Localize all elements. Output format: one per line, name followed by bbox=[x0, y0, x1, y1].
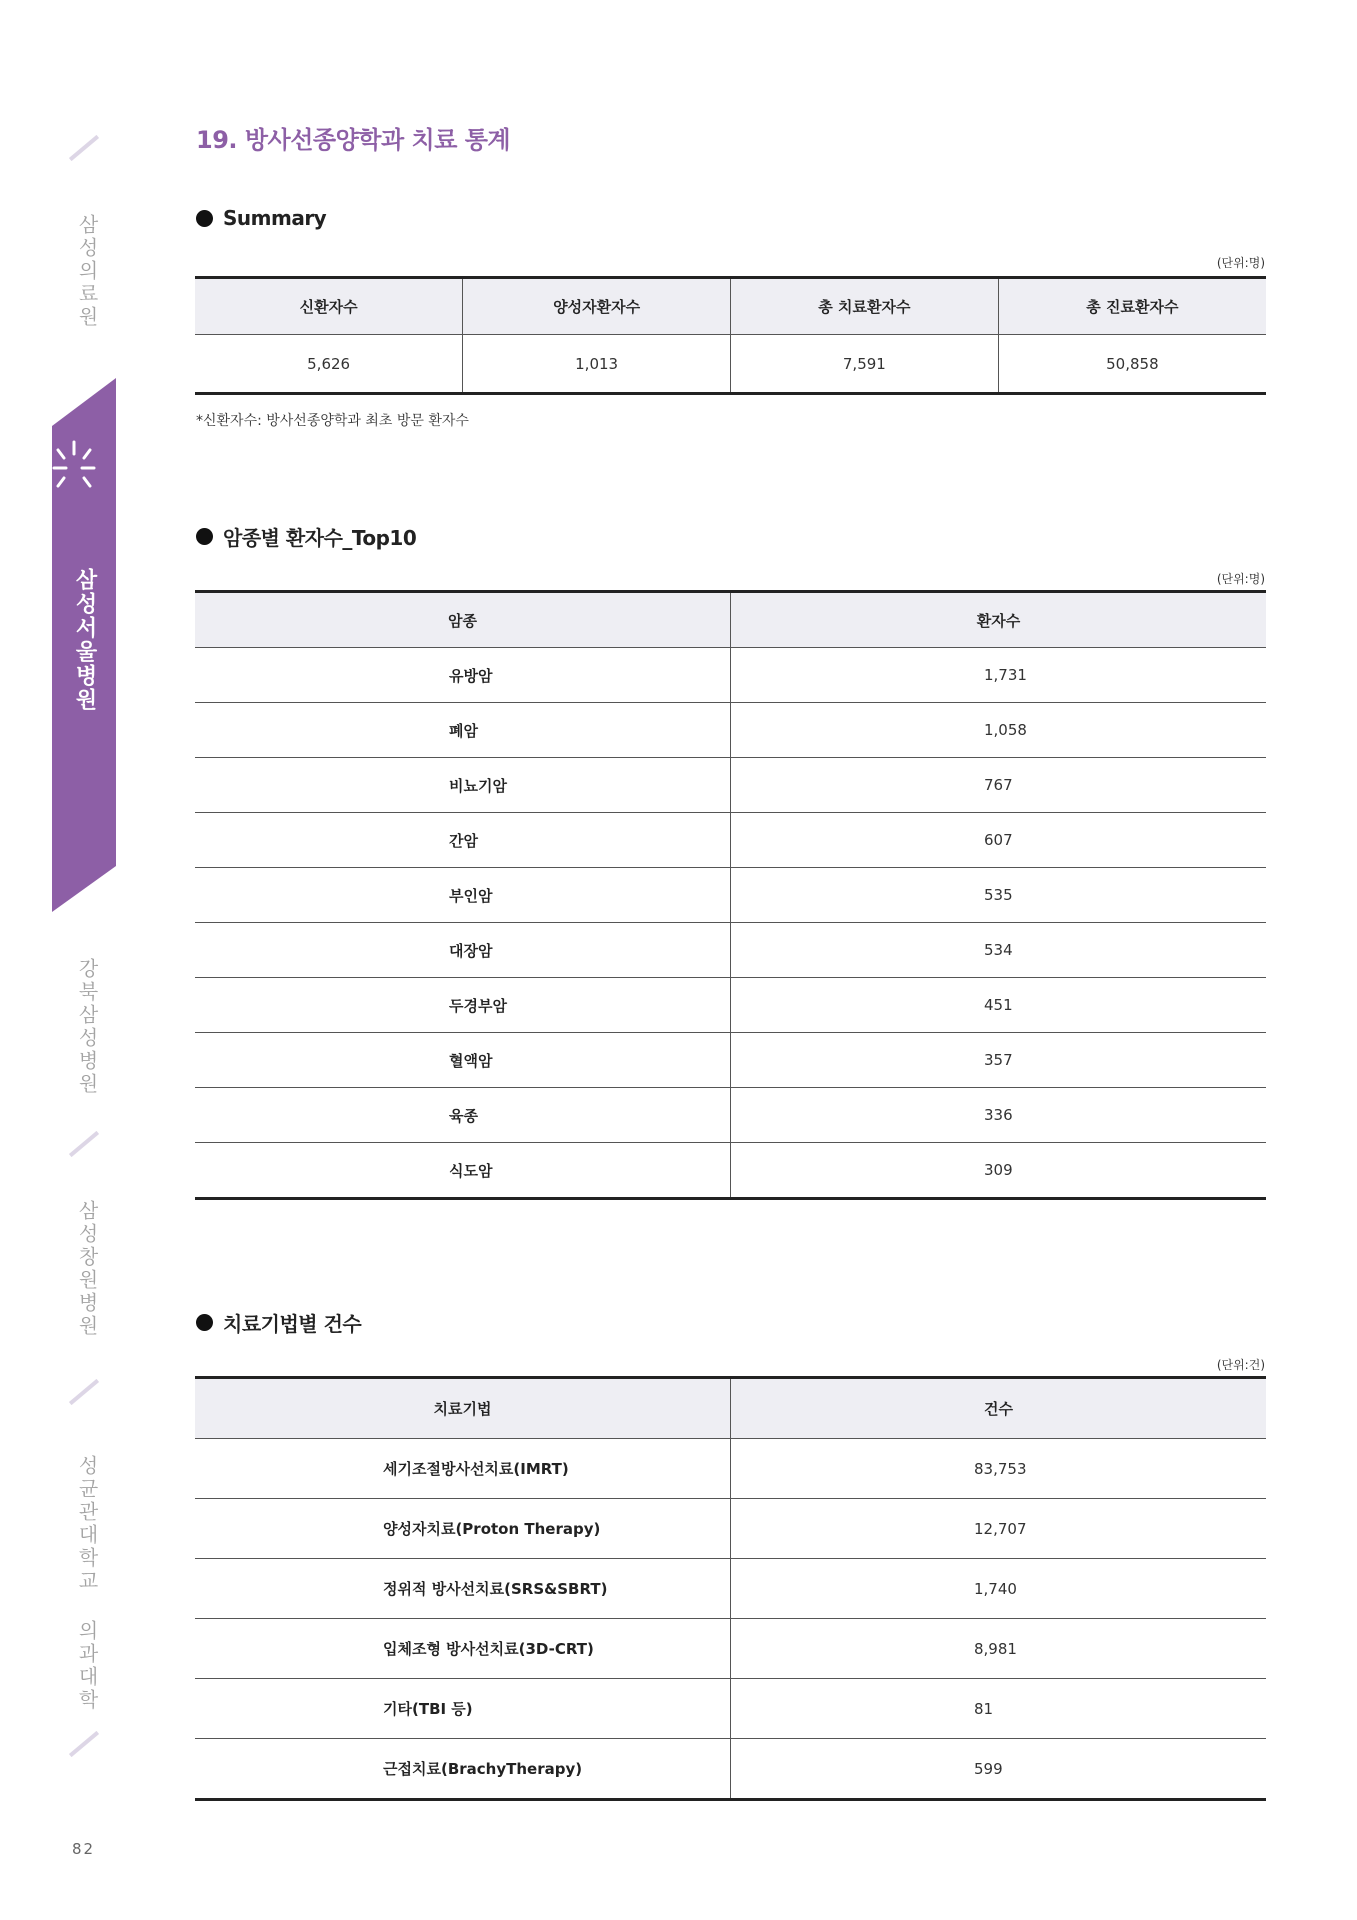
table-cell: 50,858 bbox=[998, 335, 1266, 394]
column-header: 환자수 bbox=[731, 592, 1267, 648]
treatment-count-cell: 81 bbox=[731, 1679, 1267, 1739]
cancer-top10-unit: (단위:명) bbox=[1216, 572, 1265, 586]
column-header: 양성자환자수 bbox=[463, 278, 731, 335]
treatment-count-cell: 83,753 bbox=[731, 1439, 1267, 1499]
summary-heading-text: Summary bbox=[223, 206, 327, 230]
bullet-icon bbox=[196, 1314, 213, 1331]
table-row bbox=[195, 648, 1266, 703]
table-cell: 1,013 bbox=[463, 335, 731, 394]
table-row bbox=[195, 1619, 1266, 1679]
table-row bbox=[195, 1033, 1266, 1088]
column-header: 치료기법 bbox=[195, 1378, 731, 1439]
patient-count-cell: 1,058 bbox=[731, 703, 1267, 758]
divider-slash bbox=[69, 1731, 99, 1757]
table-row bbox=[195, 1559, 1266, 1619]
side-nav-item-kangbuk-samsung-hospital[interactable]: 강북삼성병원 bbox=[75, 958, 99, 1096]
side-nav-item-skku-medicine[interactable]: 성균관대학교 의과대학 bbox=[75, 1455, 99, 1712]
summary-unit: (단위:명) bbox=[1216, 256, 1265, 270]
table-row bbox=[195, 868, 1266, 923]
treatment-method-cell: 기타(TBI 등) bbox=[195, 1679, 731, 1739]
footnote: *신환자수: 방사선종양학과 최초 방문 환자수 bbox=[196, 413, 469, 429]
patient-count-cell: 357 bbox=[731, 1033, 1267, 1088]
table-header-row bbox=[195, 1378, 1266, 1439]
summary-table bbox=[195, 276, 1266, 395]
side-nav-item-samsung-medical-center[interactable]: 삼성의료원 bbox=[75, 214, 99, 329]
cancer-type-cell: 육종 bbox=[195, 1088, 731, 1143]
treatment-count-cell: 8,981 bbox=[731, 1619, 1267, 1679]
cancer-top10-table bbox=[195, 590, 1266, 1200]
patient-count-cell: 534 bbox=[731, 923, 1267, 978]
summary-heading bbox=[196, 206, 326, 230]
divider-slash bbox=[69, 135, 99, 161]
patient-count-cell: 535 bbox=[731, 868, 1267, 923]
cancer-type-cell: 혈액암 bbox=[195, 1033, 731, 1088]
cancer-top10-heading-text: 암종별 환자수_Top10 bbox=[223, 526, 417, 550]
cancer-type-cell: 간암 bbox=[195, 813, 731, 868]
cancer-top10-heading bbox=[196, 522, 416, 551]
table-row bbox=[195, 1143, 1266, 1199]
patient-count-cell: 1,731 bbox=[731, 648, 1267, 703]
treatment-count-cell: 599 bbox=[731, 1739, 1267, 1800]
table-row bbox=[195, 335, 1266, 394]
treatments-unit: (단위:건) bbox=[1216, 1358, 1265, 1372]
table-row bbox=[195, 1739, 1266, 1800]
table-row bbox=[195, 703, 1266, 758]
table-row bbox=[195, 1499, 1266, 1559]
treatments-table bbox=[195, 1376, 1266, 1801]
patient-count-cell: 451 bbox=[731, 978, 1267, 1033]
table-header-row bbox=[195, 592, 1266, 648]
table-row bbox=[195, 1439, 1266, 1499]
cancer-type-cell: 부인암 bbox=[195, 868, 731, 923]
table-cell: 7,591 bbox=[731, 335, 999, 394]
treatment-count-cell: 12,707 bbox=[731, 1499, 1267, 1559]
column-header: 신환자수 bbox=[195, 278, 463, 335]
side-navigation bbox=[0, 0, 130, 1920]
bullet-icon bbox=[196, 210, 213, 227]
table-header-row bbox=[195, 278, 1266, 335]
sparkle-icon bbox=[52, 440, 96, 490]
treatment-method-cell: 양성자치료(Proton Therapy) bbox=[195, 1499, 731, 1559]
treatment-method-cell: 근접치료(BrachyTherapy) bbox=[383, 1760, 583, 1778]
bullet-icon bbox=[196, 528, 213, 545]
column-header: 건수 bbox=[731, 1378, 1267, 1439]
table-row bbox=[195, 923, 1266, 978]
treatment-method-cell: 정위적 방사선치료(SRS&SBRT) bbox=[195, 1559, 731, 1619]
cancer-type-cell: 비뇨기암 bbox=[195, 758, 731, 813]
cancer-type-cell: 식도암 bbox=[449, 1161, 493, 1180]
table-row bbox=[195, 1088, 1266, 1143]
patient-count-cell: 767 bbox=[731, 758, 1267, 813]
table-cell: 5,626 bbox=[307, 354, 351, 373]
column-header: 암종 bbox=[195, 592, 731, 648]
patient-count-cell: 336 bbox=[731, 1088, 1267, 1143]
treatment-count-cell: 1,740 bbox=[731, 1559, 1267, 1619]
treatment-method-cell: 세기조절방사선치료(IMRT) bbox=[195, 1439, 731, 1499]
divider-slash bbox=[69, 1379, 99, 1405]
cancer-type-cell: 폐암 bbox=[195, 703, 731, 758]
treatment-method-cell: 입체조형 방사선치료(3D-CRT) bbox=[195, 1619, 731, 1679]
side-nav-item-samsung-changwon-hospital[interactable]: 삼성창원병원 bbox=[75, 1200, 99, 1338]
table-row bbox=[195, 813, 1266, 868]
patient-count-cell: 607 bbox=[731, 813, 1267, 868]
side-nav-item-samsung-seoul-hospital[interactable]: 삼성서울병원 bbox=[72, 568, 97, 712]
column-header: 총 진료환자수 bbox=[998, 278, 1266, 335]
patient-count-cell: 309 bbox=[731, 1143, 1267, 1199]
table-row bbox=[195, 1679, 1266, 1739]
page-number: 82 bbox=[72, 1840, 96, 1858]
table-row bbox=[195, 758, 1266, 813]
treatments-heading bbox=[196, 1308, 361, 1337]
divider-slash bbox=[69, 1131, 99, 1157]
treatments-heading-text: 치료기법별 건수 bbox=[223, 1312, 362, 1336]
table-row bbox=[195, 978, 1266, 1033]
column-header: 총 치료환자수 bbox=[731, 278, 999, 335]
cancer-type-cell: 두경부암 bbox=[195, 978, 731, 1033]
cancer-type-cell: 유방암 bbox=[195, 648, 731, 703]
page-title: 19. 방사선종양학과 치료 통계 bbox=[196, 126, 511, 154]
cancer-type-cell: 대장암 bbox=[195, 923, 731, 978]
